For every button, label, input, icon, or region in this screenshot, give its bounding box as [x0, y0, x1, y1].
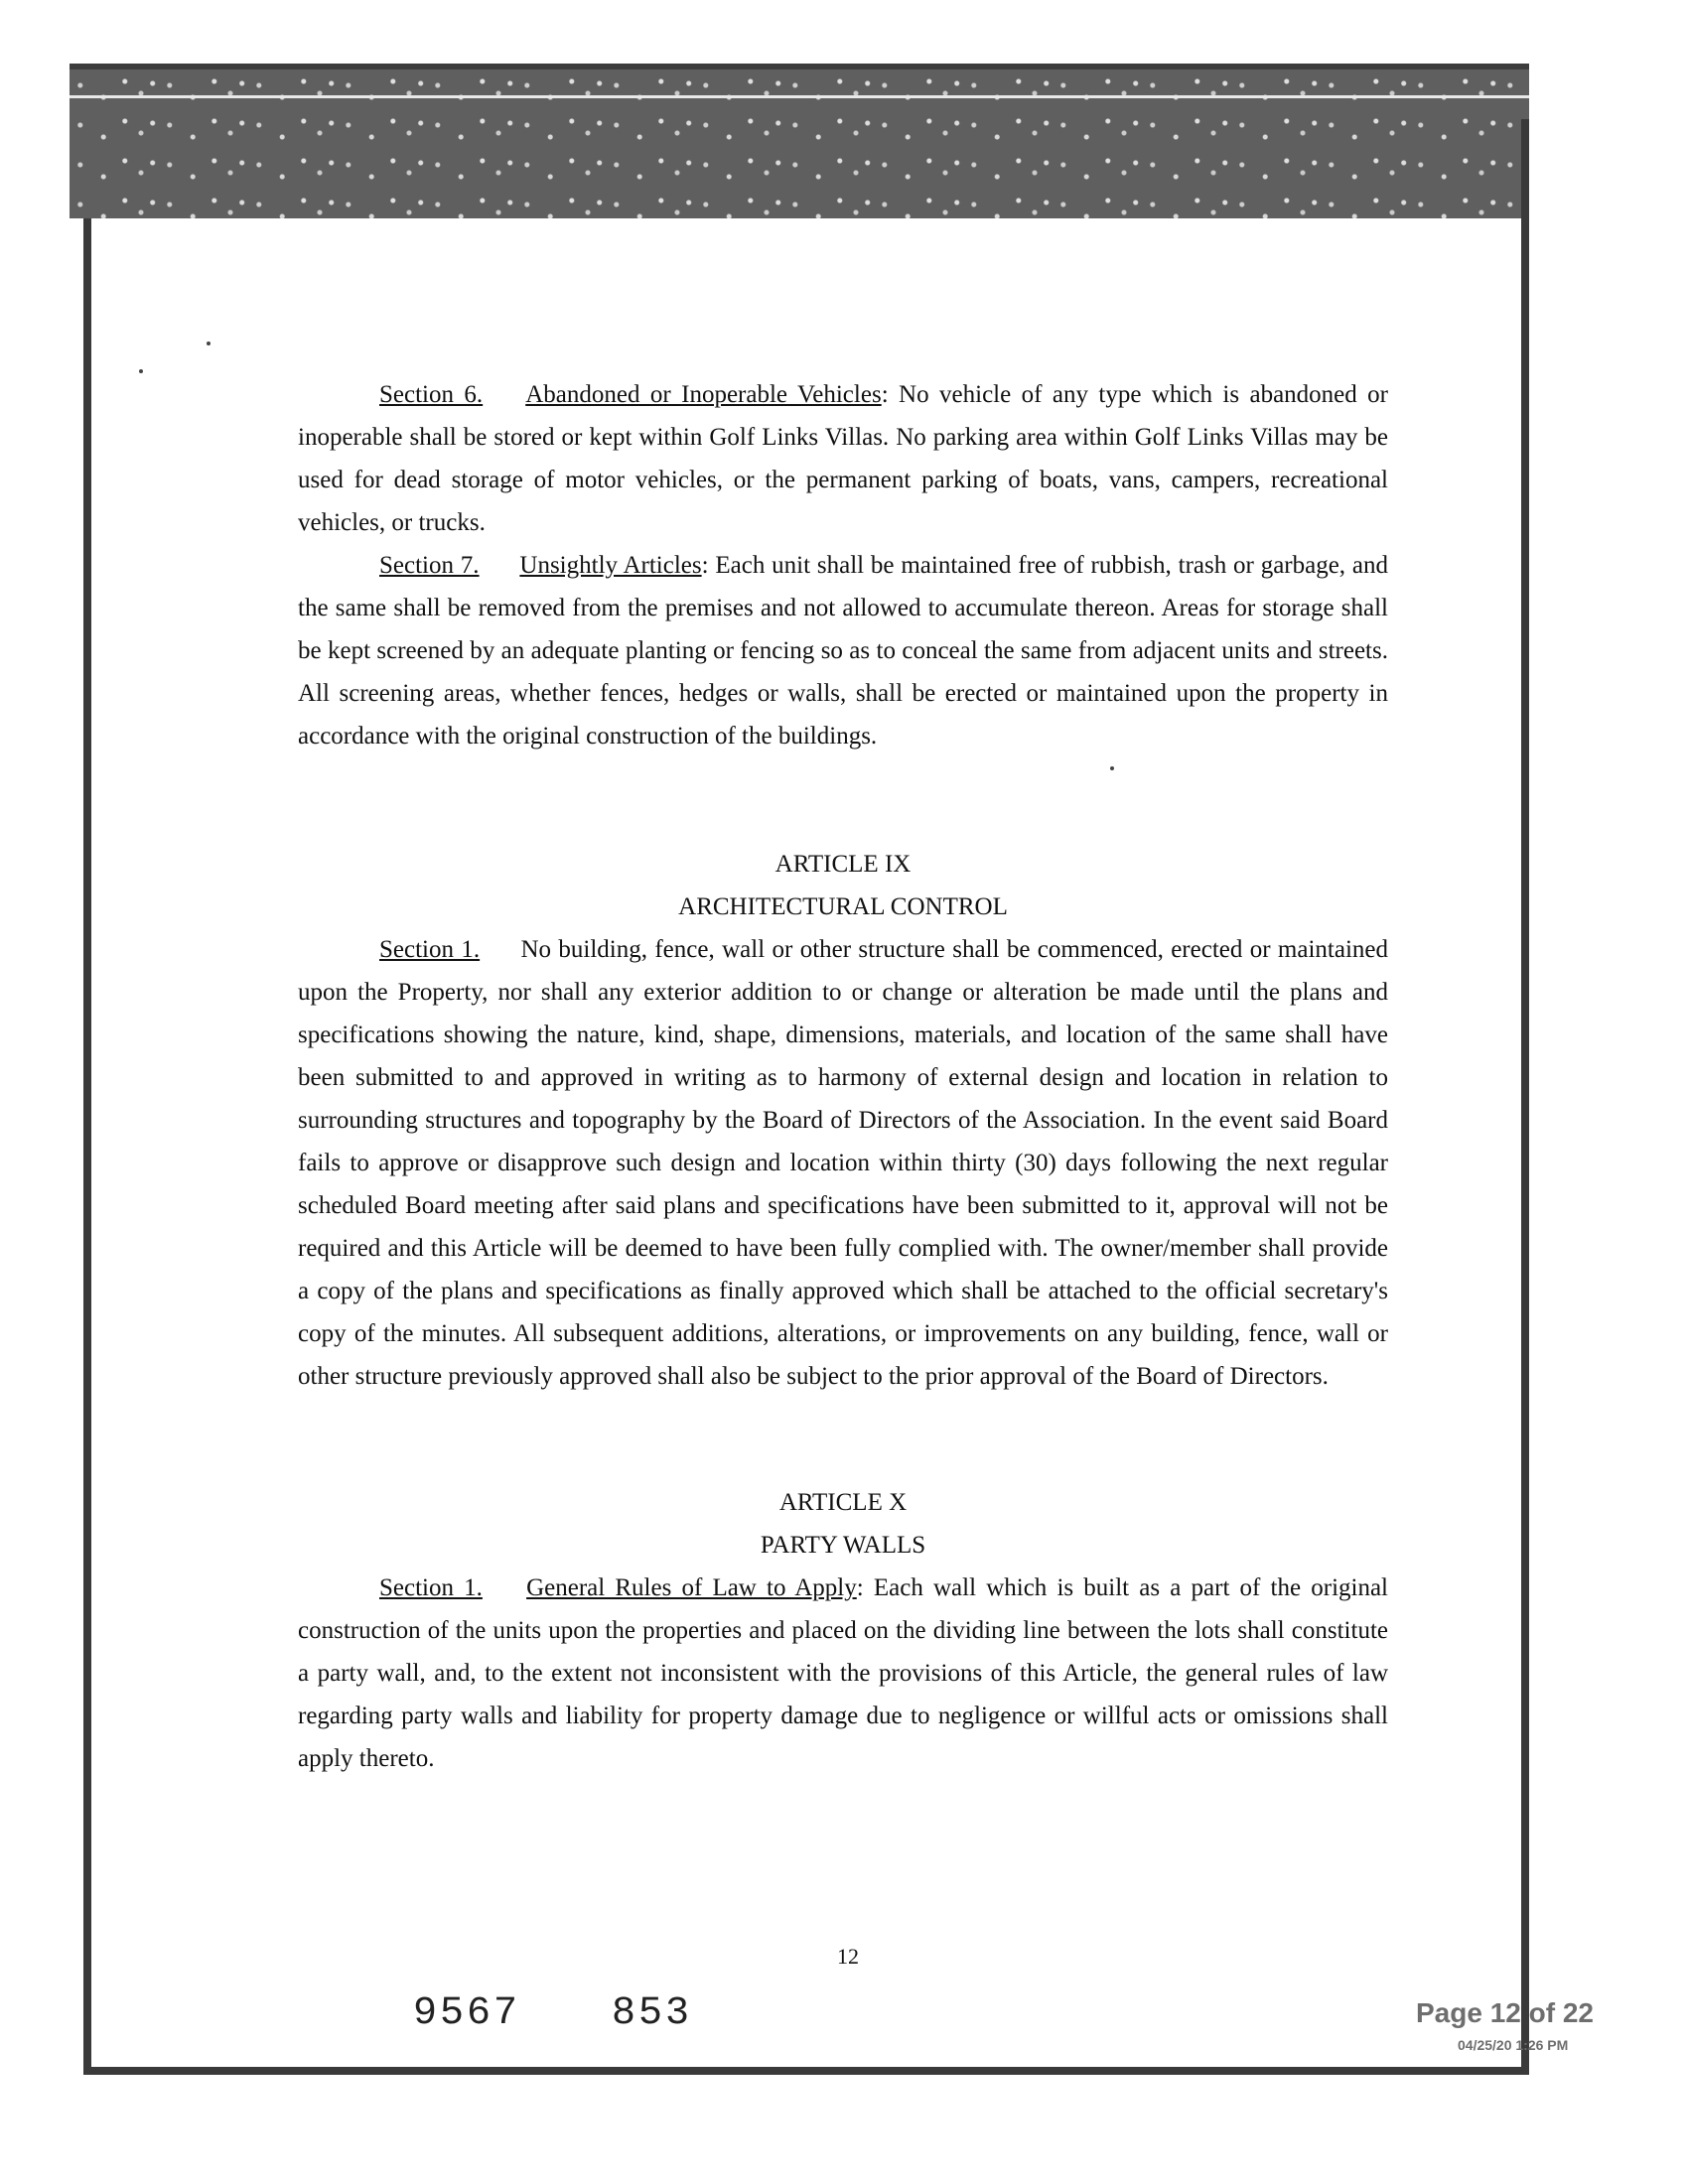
- scan-left-edge: [83, 218, 91, 2075]
- section-6-label: Section 6.: [379, 381, 484, 408]
- book-number: 9567: [413, 1991, 521, 2036]
- document-body: [298, 373, 1388, 1780]
- section-7-title: Unsightly Articles: [519, 552, 702, 579]
- article-10-section-1: [298, 1567, 1388, 1780]
- scan-stripe: [70, 95, 1529, 98]
- article-10-number: ARTICLE X: [778, 1489, 908, 1516]
- section-6-text: : No vehicle of any type which is abandoned or inoperable shall be stored or kept within Golf Links Villas. No parking area within Golf Links Villas may be used for dead storage of motor vehicles, or the permanent parking of boats, vans, campers, recreational vehicles, or trucks.: [298, 381, 1389, 536]
- section-6-title: Abandoned or Inoperable Vehicles: [525, 381, 882, 408]
- scan-header-noise: [70, 69, 1529, 218]
- date-time-stamp: 04/25/20 1:26 PM: [1458, 2037, 1569, 2053]
- section-6-paragraph: [298, 373, 1388, 544]
- page-number: 12: [837, 1944, 859, 1969]
- article-9-section-1-label: Section 1.: [379, 936, 481, 963]
- book-page-number: 853: [612, 1991, 693, 2036]
- article-10-section-1-text: : Each wall which is built as a part of the original construction of the units upon the properties and placed on the dividing line between the lots shall constitute a party wall, and, to the extent not inconsistent with the provisions of this Article, the general rules of law regarding party walls and liability for property damage due to negligence or willful acts or omissions shall apply thereto.: [298, 1574, 1389, 1772]
- article-9-title: ARCHITECTURAL CONTROL: [678, 893, 1008, 920]
- scan-right-edge: [1521, 119, 1529, 2075]
- article-10-section-1-title: General Rules of Law to Apply: [526, 1574, 857, 1601]
- section-7-label: Section 7.: [379, 552, 480, 579]
- article-10-section-1-label: Section 1.: [379, 1574, 483, 1601]
- section-7-paragraph: [298, 544, 1388, 757]
- page-of-total-stamp: Page 12 of 22: [1416, 1997, 1594, 2028]
- stray-dot: [207, 341, 211, 345]
- article-9-number: ARTICLE IX: [774, 851, 912, 878]
- article-10-title: PARTY WALLS: [760, 1532, 926, 1559]
- article-9-section-1-text: No building, fence, wall or other structure shall be commenced, erected or maintained upon the Property, nor shall any exterior addition to or change or alteration be made until the plans and specifications showing the nature, kind, shape, dimensions, materials, and location of the same shall have been submitted to and approved in writing as to harmony of external design and location in relation to surrounding structures and topography by the Board of Directors of the Association. In the event said Board fails to approve or disapprove such design and location within thirty (30) days following the next regular scheduled Board meeting after said plans and specifications have been submitted to it, approval will not be required and this Article will be deemed to have been fully complied with. The owner/member shall provide a copy of the plans and specifications as finally approved which shall be attached to the official secretary's copy of the minutes. All subsequent additions, alterations, or improvements on any building, fence, wall or other structure previously approved shall also be subject to the prior approval of the Board of Directors.: [298, 936, 1388, 1390]
- section-7-text: : Each unit shall be maintained free of rubbish, trash or garbage, and the same shall be removed from the premises and not allowed to accumulate thereon. Areas for storage shall be kept screened by an adequate planting or fencing so as to conceal the same from adjacent units and streets. All screening areas, whether fences, hedges or walls, shall be erected or maintained upon the property in accordance with the original construction of the buildings.: [298, 552, 1388, 750]
- stray-dot: [139, 369, 143, 373]
- article-9-section-1: [298, 928, 1388, 1398]
- scan-bottom-edge: [83, 2067, 1529, 2075]
